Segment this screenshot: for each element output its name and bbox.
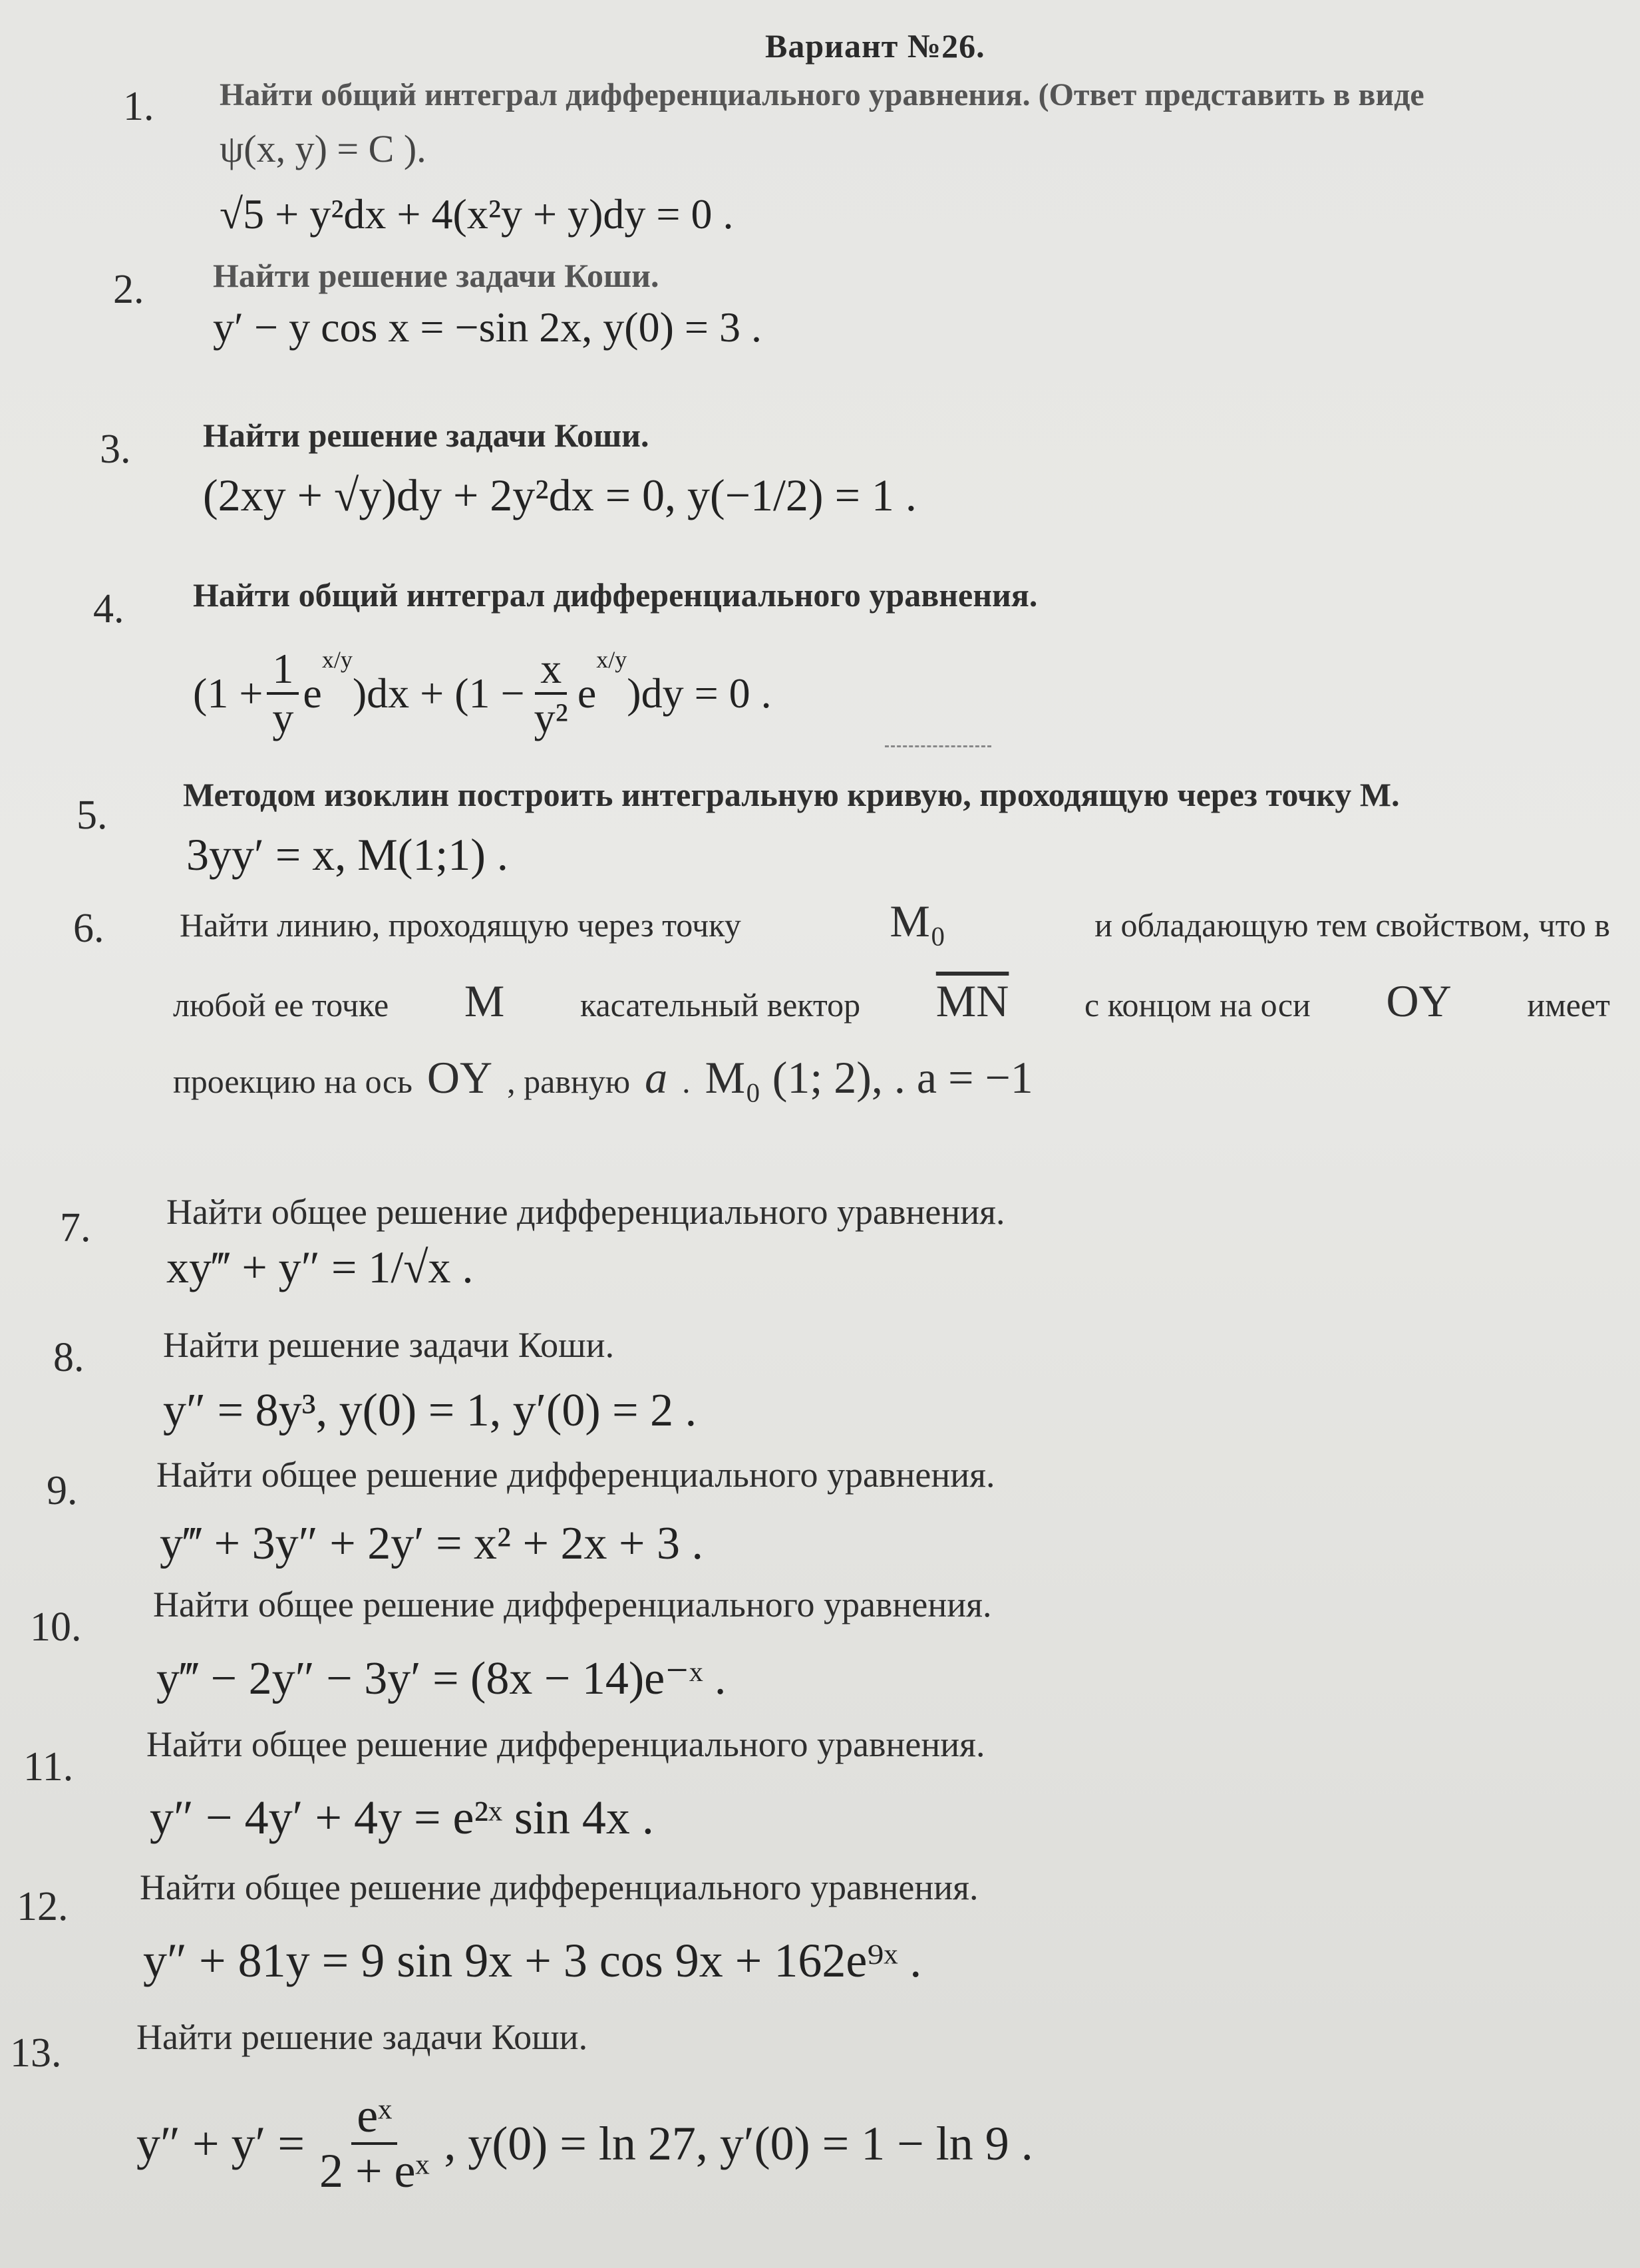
task-10-formula: y‴ − 2y″ − 3y′ = (8x − 14)e⁻ˣ . [156,1653,727,1704]
task-12-text: Найти общее решение дифференциального уравнения. [140,1867,979,1907]
task-13-text: Найти решение задачи Коши. [136,2017,588,2057]
task-6-l3-h: , равную [507,1063,631,1100]
task-7-number: 7. [60,1205,91,1250]
task-4-formula [193,646,772,742]
task-5-formula: 3yy′ = x, M(1;1) . [186,829,508,880]
task-3-number: 3. [100,427,131,472]
task-6-l1-a: Найти линию, проходящую через точку [180,906,741,944]
task-4-end: )dy = 0 . [627,669,772,717]
task-7-formula: xy‴ + y″ = 1/√x . [166,1242,474,1292]
task-4-frac-2-den: y² [534,694,568,742]
task-6-number: 6. [73,906,104,951]
task-2-text: Найти решение задачи Коши. [213,257,659,294]
task-4-frac-2-num: x [535,646,567,695]
task-4-text: Найти общий интеграл дифференциального уравнения. [193,576,1038,614]
task-11-text: Найти общее решение дифференциального уравнения. [146,1724,985,1764]
task-4-sup-2: x/y [596,646,627,673]
task-9-text: Найти общее решение дифференциального уравнения. [156,1455,995,1495]
task-13-frac-num: eˣ [351,2090,397,2145]
task-10-number: 10. [30,1605,82,1650]
task-6-l2-c: любой ее точке [173,986,389,1024]
task-4-fraction-2 [529,646,574,742]
page-title: Вариант №26. [765,27,985,65]
task-13-fraction [314,2090,434,2197]
task-13-left: y″ + y′ = [136,2116,305,2170]
task-6-l2-oy: OY [1386,976,1452,1026]
task-6-line-3 [173,1051,1033,1104]
task-13-formula [136,2090,1033,2197]
task-6-l3-a: a [645,1052,668,1103]
task-6-l2-f: имеет [1527,986,1610,1024]
task-6-l1-b: и обладающую тем свойством, что в [1094,906,1610,944]
task-6-l1-m0: M₀ [890,896,946,946]
task-13-number: 13. [10,2030,62,2076]
task-9-number: 9. [47,1468,78,1513]
task-4-exp-2: e [577,669,597,717]
task-4-open: (1 + [193,669,263,717]
task-3-text: Найти решение задачи Коши. [203,417,649,454]
task-3-formula: (2xy + √y)dy + 2y²dx = 0, y(−1/2) = 1 . [203,470,917,520]
task-5-text: Методом изоклин построить интегральную кривую, проходящую через точку М. [183,776,1400,813]
task-10-text: Найти общее решение дифференциального уравнения. [153,1585,992,1624]
task-2-formula: y′ − y cos x = −sin 2x, y(0) = 3 . [213,303,762,351]
task-1-formula: √5 + y²dx + 4(x²y + y)dy = 0 . [220,190,734,238]
task-13-right: , y(0) = ln 27, y′(0) = 1 − ln 9 . [444,2116,1033,2170]
task-6-l2-m: M [464,976,505,1026]
task-1-text-2: ψ(x, y) = C ). [220,127,426,170]
task-4-number: 4. [93,586,124,632]
task-6-l3-oy: OY [426,1052,493,1103]
task-6-l2-d: касательный вектор [579,986,861,1024]
task-8-formula: y″ = 8y³, y(0) = 1, y′(0) = 2 . [163,1385,697,1436]
task-4-mid: )dx + (1 − [352,669,525,717]
task-4-sup-1: x/y [321,646,353,673]
task-13-frac-den: 2 + eˣ [319,2144,430,2198]
task-6-l3-i: . [682,1063,691,1100]
task-9-formula: y‴ + 3y″ + 2y′ = x² + 2x + 3 . [160,1518,703,1569]
task-4-fraction-1 [267,646,299,742]
task-1-text: Найти общий интеграл дифференциального уравнения. (Ответ представить в виде [220,77,1424,112]
task-12-number: 12. [17,1884,69,1929]
task-6-l2-e: с концом на оси [1084,986,1311,1024]
task-5-number: 5. [77,793,108,838]
task-8-text: Найти решение задачи Коши. [163,1325,615,1365]
task-7-text: Найти общее решение дифференциального уравнения. [166,1192,1005,1232]
task-6-l2-mn: $\overline{MN}$ [935,976,1009,1026]
task-1-number: 1. [123,84,154,129]
task-8-number: 8. [53,1335,84,1380]
task-6-line-2 [173,975,1610,1028]
pencil-mark [885,745,991,747]
task-2-number: 2. [113,267,144,312]
task-6-line-1 [180,895,1610,948]
task-11-number: 11. [23,1744,74,1790]
task-4-exp-1: e [303,669,322,717]
task-6-l3-j: M₀ (1; 2), . a = −1 [705,1052,1033,1103]
task-4-frac-1-num: 1 [267,646,299,695]
task-6-l3-g: проекцию на ось [173,1063,412,1100]
task-4-frac-1-den: y [272,694,294,742]
task-11-formula: y″ − 4y′ + 4y = e²ˣ sin 4x . [150,1791,654,1844]
task-12-formula: y″ + 81y = 9 sin 9x + 3 cos 9x + 162e⁹ˣ . [143,1934,922,1987]
